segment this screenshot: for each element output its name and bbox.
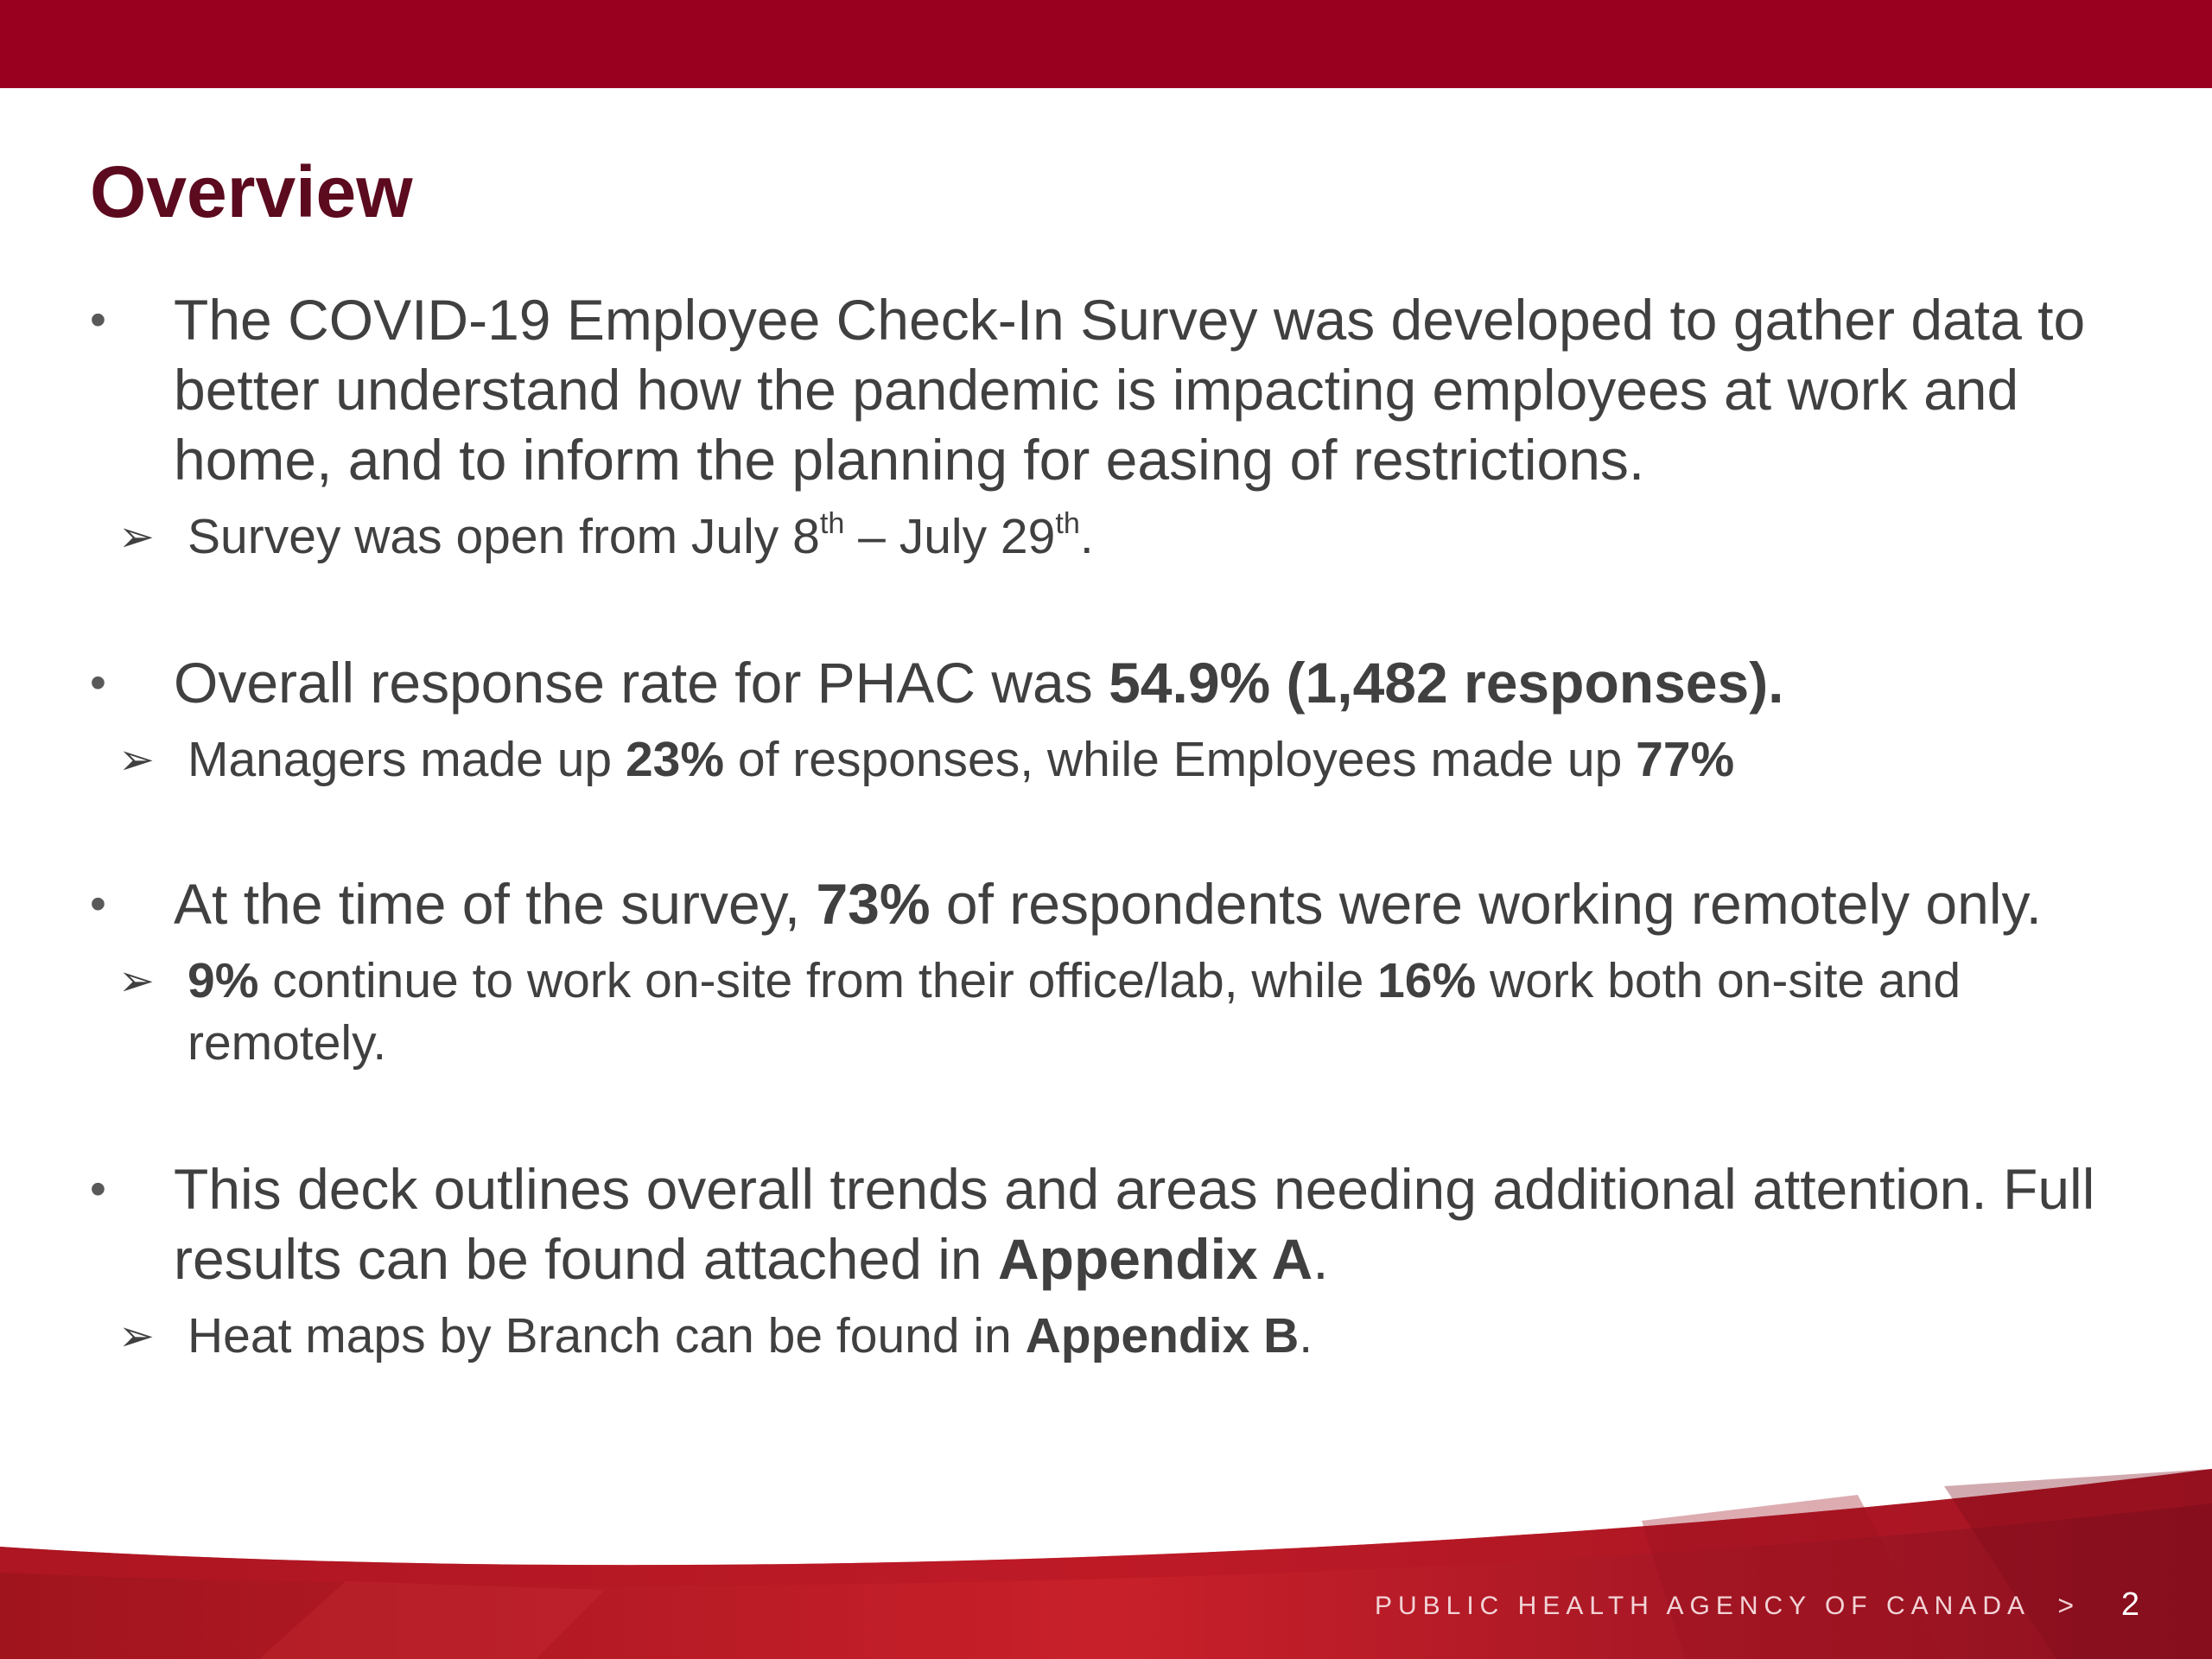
arrow-bullet-icon: ➢ [118, 1312, 155, 1360]
bullet-icon: • [90, 1163, 106, 1215]
bullet-icon: • [90, 294, 106, 346]
footer-wave-graphic [0, 1469, 2212, 1659]
bullet-deck-outline: • This deck outlines overall trends and areas needing additional attention. Full results can be found attached in Appendix A. ➢ Heat maps by Branch can be found in Appendix B. [90, 1154, 2129, 1367]
bullet-survey-purpose [90, 285, 2129, 568]
bullet-icon: • [90, 657, 106, 709]
top-banner [0, 0, 2212, 88]
sub-bullet-survey-dates: ➢ Survey was open from July 8th – July 29th. [6, 505, 2129, 568]
slide-title: Overview [90, 151, 413, 232]
sub-bullet-onsite-split: ➢ 9% continue to work on-site from their office/lab, while 16% work both on-site and remotely. [6, 950, 2129, 1074]
response-rate-value: 54.9% (1,482 responses). [1109, 651, 1784, 715]
agency-name: PUBLIC HEALTH AGENCY OF CANADA [1374, 1592, 2031, 1620]
bullet-icon: • [90, 878, 106, 930]
bullet-remote-work: • At the time of the survey, 73% of respondents were working remotely only. ➢ 9% continue to work on-site from their office/lab, while 16% work both on-site and remotely. [90, 869, 2129, 1074]
chevron-right-icon: > [2057, 1590, 2074, 1621]
arrow-bullet-icon: ➢ [118, 957, 155, 1005]
arrow-bullet-icon: ➢ [118, 735, 155, 784]
bullet-response-rate: • Overall response rate for PHAC was 54.9% (1,482 responses). ➢ Managers made up 23% of responses, while Employees made up 77% [90, 648, 2129, 791]
sub-bullet-heat-maps: ➢ Heat maps by Branch can be found in Appendix B. [6, 1305, 2129, 1367]
arrow-bullet-icon: ➢ [118, 512, 155, 561]
footer-band [0, 1469, 2212, 1659]
sub-bullet-manager-employee-split: ➢ Managers made up 23% of responses, while Employees made up 77% [6, 728, 2129, 791]
bullet-text: The COVID-19 Employee Check-In Survey was developed to gather data to better understand how the pandemic is impacting employees at work and home, and to inform the planning for easing of restrictions. [174, 288, 2086, 492]
page-number: 2 [2120, 1586, 2139, 1623]
